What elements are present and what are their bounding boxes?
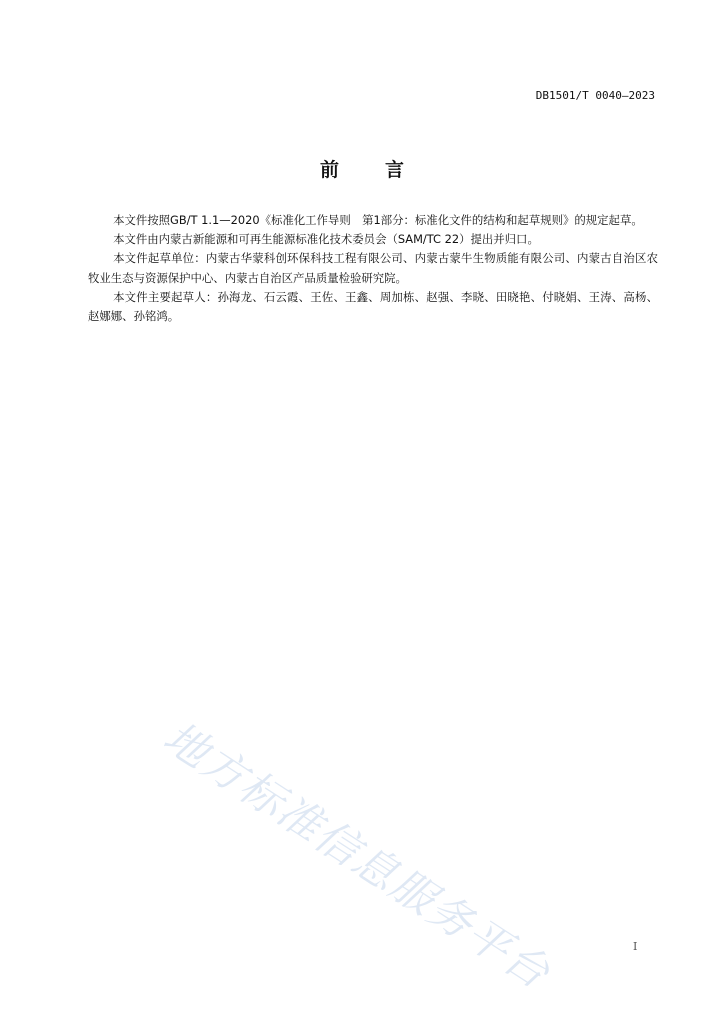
paragraph-drafting-units: 本文件起草单位：内蒙古华蒙科创环保科技工程有限公司、内蒙古蒙牛生物质能有限公司、内蒙古自治区农牧业生态与资源保护中心、内蒙古自治区产品质量检验研究院。 — [88, 251, 658, 285]
title-char-2: 言 — [385, 159, 405, 181]
document-code: DB1501/T 0040—2023 — [535, 89, 655, 102]
page-number: I — [633, 940, 638, 953]
foreword-body — [88, 211, 658, 326]
watermark: 地方标准信息服务平台 — [154, 712, 560, 1000]
paragraph-drafters: 本文件主要起草人：孙海龙、石云霞、王佐、王鑫、周加栋、赵强、李晓、田晓艳、付晓娟、王涛、高杨、赵娜娜、孙铭鸿。 — [88, 289, 658, 324]
page-title — [0, 155, 724, 182]
paragraph-proposer: 本文件由内蒙古新能源和可再生能源标准化技术委员会（SAM/TC 22）提出并归口。 — [113, 232, 539, 247]
title-char-1: 前 — [319, 159, 339, 181]
paragraph-drafting-rules: 本文件按照GB/T 1.1—2020《标准化工作导则 第1部分：标准化文件的结构和起草规则》的规定起草。 — [113, 213, 643, 227]
